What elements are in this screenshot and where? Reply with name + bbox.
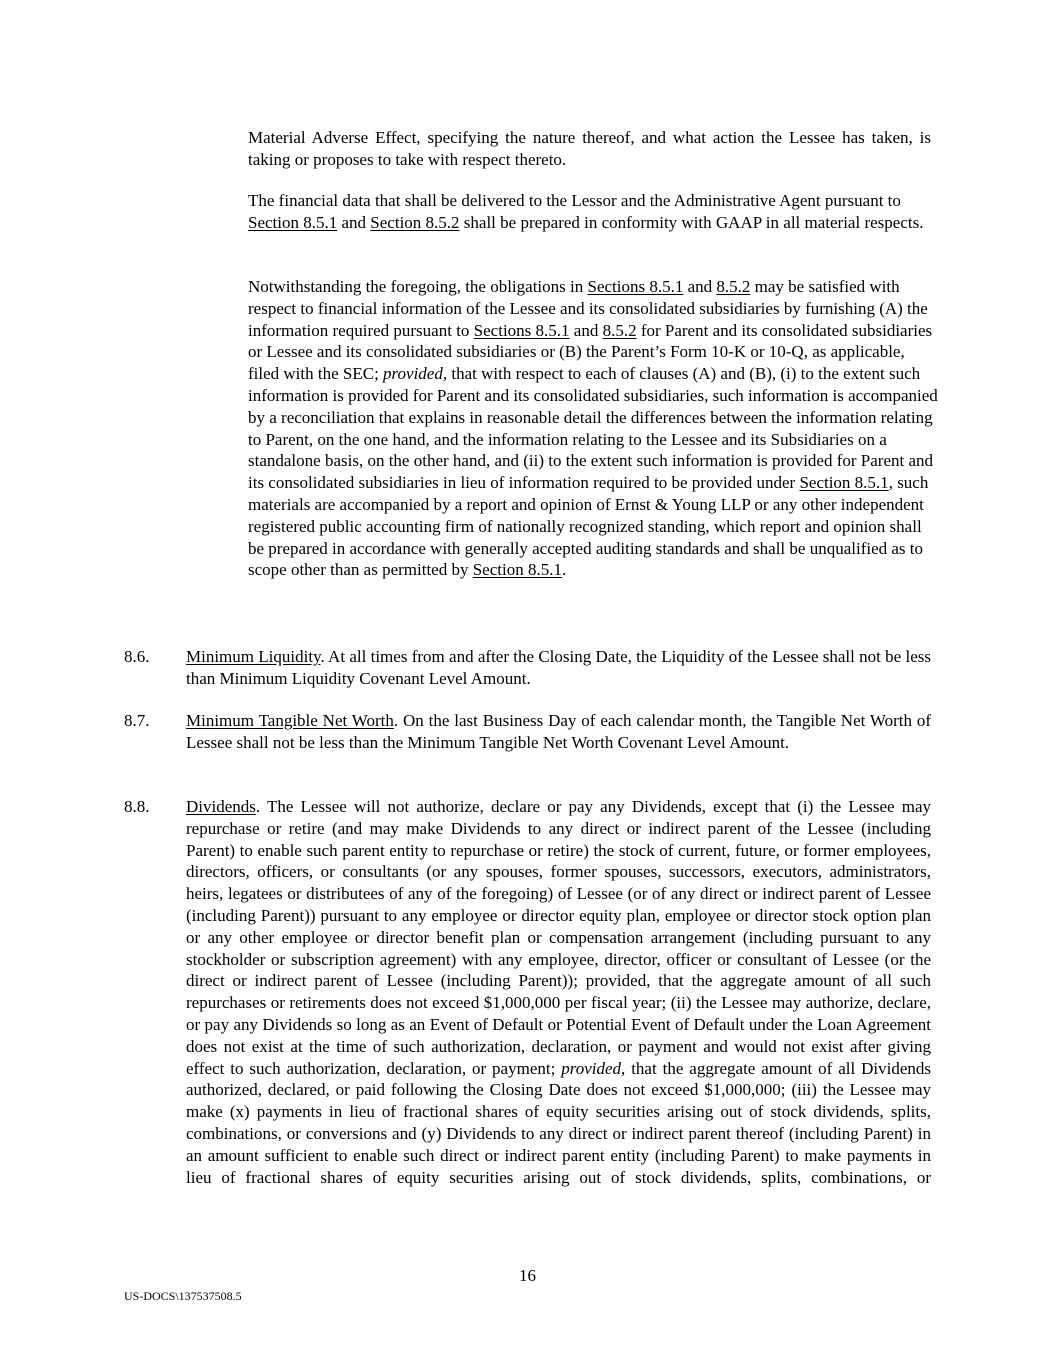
section-heading: Minimum Liquidity xyxy=(186,647,321,666)
paragraph-text: for Parent and its consolidated subsidiaries or Lessee and its consolidated subsidiaries or (B) the Parent’s Form 10-K or 10-Q, as applicable, filed with the SEC; xyxy=(248,320,933,384)
paragraph-text: that with respect to each of clauses (A) and (B), (i) to the extent such information is provided for Parent and its consolidated subsidiaries, such information is accompanied by a reconciliation that explains in reasonable detail the differences between the information relating to Parent, on the one hand, and the information relating to the Lessee and its Subsidiaries on a standalone basis, on the other hand, and (ii) to the extent such information is provided for Parent and its consolidated subsidiaries in lieu of information required to be provided under xyxy=(248,364,938,493)
section-reference-link[interactable]: Section 8.5.1 xyxy=(248,212,338,232)
section-reference-link[interactable]: Sections 8.5.1 xyxy=(473,320,570,340)
paragraph-text: may be satisfied with respect to financial information of the Lessee and its consolidated subsidiaries by furnishing (A) the information required pursuant to xyxy=(248,277,928,340)
paragraph-text: , such materials are accompanied by a report and opinion of Ernst & Young LLP or any other independent registered public accounting firm of nationally recognized standing, which report and opinion shall be prepared in accordance with generally accepted auditing standards and shall be unqualified as to scope other than as permitted by xyxy=(248,473,929,580)
section-body: . At all times from and after the Closing Date, the Liquidity of the Lessee shall not be less than Minimum Liquidity Covenant Level Amount. xyxy=(186,647,931,688)
section-minimum-tangible-net-worth xyxy=(186,710,931,754)
section-body: , that the aggregate amount of all Dividends authorized, declared, or paid following the Closing Date does not exceed $1,000,000; (iii) the Lessee may make (x) payments in lieu of fractional shares of equity securities arising out of stock dividends, splits, combinations, or conversions and (y) Dividends to any direct or indirect parent thereof (including Parent) in an amount sufficient to enable such direct or indirect parent entity (including Parent) to make payments in lieu of fractional shares of equity securities arising out of stock dividends, splits, combinations, or xyxy=(186,1058,931,1187)
page-number: 16 xyxy=(519,1266,536,1285)
paragraph-text: The financial data that shall be delivered to the Lessor and the Administrative Agent pursuant to xyxy=(248,191,901,210)
section-reference-link[interactable]: Sections 8.5.1 xyxy=(587,277,684,296)
section-reference-link[interactable]: Section 8.5.2 xyxy=(370,212,460,232)
section-minimum-liquidity xyxy=(186,646,931,690)
section-body: . The Lessee will not authorize, declare or pay any Dividends, except that (i) the Lessee may repurchase or retire (and may make Dividends to any direct or indirect parent of the Lessee (including Parent) to enable such parent entity to repurchase or retire) the stock of current, future, or former employees, directors, officers, or consultants (or any spouses, former spouses, successors, executors, administrators, heirs, legatees or distributees of any of the foregoing) of Lessee (or of any direct or indirect parent of Lessee (including Parent)) pursuant to any employee or director equity plan, employee or director stock option plan or any other employee or director benefit plan or compensation arrangement (including pursuant to any stockholder or subscription agreement) with any employee, director, officer or consultant of Lessee (or the direct or indirect parent of Lessee (including Parent)); provided, that the aggregate amount of all such repurchases or retirements does not exceed $1,000,000 per fiscal year; (ii) the Lessee may authorize, declare, or pay any Dividends so long as an Event of Default or Potential Event of Default under the Loan Agreement does not exist at the time of such authorization, declaration, or payment and would not exist after giving effect to such authorization, declaration, or payment; xyxy=(186,797,931,1078)
italic-term: provided, xyxy=(383,364,448,384)
italic-term: provided xyxy=(561,1058,622,1078)
section-body: . On the last Business Day of each calendar month, the Tangible Net Worth of Lessee shall not be less than the Minimum Tangible Net Worth Covenant Level Amount. xyxy=(186,711,932,752)
section-reference-link[interactable]: Section 8.5.1 xyxy=(799,473,889,493)
paragraph-text: and xyxy=(569,320,603,340)
paragraph-text: Notwithstanding the foregoing, the obligations in xyxy=(248,277,588,296)
paragraph-text: and xyxy=(683,277,717,296)
section-heading: Dividends xyxy=(186,797,256,816)
paragraph-text: . xyxy=(561,560,567,580)
section-reference-link[interactable]: 8.5.2 xyxy=(602,320,637,340)
section-reference-link[interactable]: Section 8.5.1 xyxy=(472,560,562,580)
section-heading: Minimum Tangible Net Worth xyxy=(186,711,394,730)
paragraph-text: shall be prepared in conformity with GAAP in all material respects. xyxy=(459,212,924,232)
paragraph-text: and xyxy=(337,212,371,232)
section-reference-link[interactable]: 8.5.2 xyxy=(716,277,751,296)
section-dividends xyxy=(186,796,931,1210)
section-number: 8.7. xyxy=(124,711,150,730)
section-number: 8.6. xyxy=(124,647,150,666)
paragraph-notwithstanding xyxy=(248,276,938,581)
section-number: 8.8. xyxy=(124,797,150,816)
document-id: US-DOCS\137537508.5 xyxy=(124,1289,242,1303)
paragraph-financial-data xyxy=(248,190,938,234)
paragraph-text: Material Adverse Effect, specifying the nature thereof, and what action the Lessee has taken, is taking or proposes to take with respect thereto. xyxy=(248,128,931,169)
paragraph-material-adverse-effect xyxy=(248,127,931,171)
